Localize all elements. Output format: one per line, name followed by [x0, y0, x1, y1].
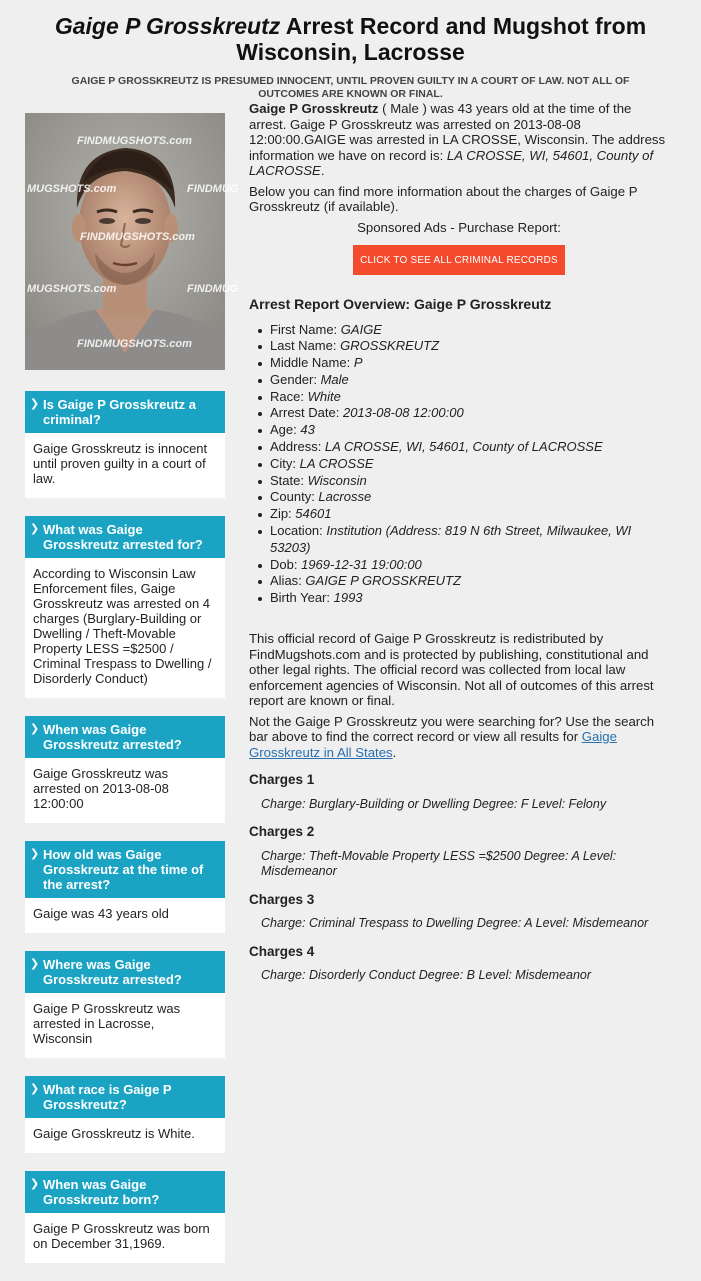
- intro-address: LA CROSSE, WI, 54601, County of LACROSSE: [249, 147, 654, 178]
- sidebar: [25, 113, 239, 1281]
- mugshot-watermark: FINDMUGSHOTS.com: [80, 231, 195, 243]
- charge-detail: Charge: Disorderly Conduct Degree: B Level: Misdemeanor: [261, 968, 592, 983]
- detail-age: [258, 422, 669, 439]
- detail-value: 1969-12-31 19:00:00: [301, 556, 422, 572]
- search-hint-text: Not the Gaige P Grosskreutz you were searching for? Use the search bar above to find the correct record or view all results for: [249, 713, 655, 745]
- chevron-down-icon: ❯: [30, 958, 40, 970]
- faq-question[interactable]: [25, 1076, 225, 1118]
- intro-paragraph: [249, 101, 669, 179]
- faq-list: [25, 391, 225, 1263]
- detail-value: Lacrosse: [318, 489, 372, 505]
- charge-heading: Charges 3: [249, 891, 315, 907]
- charge-detail: Charge: Burglary-Building or Dwelling Degree: F Level: Felony: [261, 796, 607, 811]
- detail-label: Location:: [270, 523, 327, 539]
- detail-birth-year: [258, 590, 669, 607]
- faq-question-text: What race is Gaige P Grosskreutz?: [43, 1082, 172, 1112]
- detail-last-name: [258, 338, 669, 355]
- detail-label: Address:: [270, 439, 325, 455]
- chevron-down-icon: ❯: [30, 523, 40, 535]
- mugshot-watermark: FINDMUGSHOTS.com: [77, 338, 192, 350]
- faq-answer: Gaige Grosskreutz is innocent until proven guilty in a court of law.: [25, 433, 225, 498]
- intro-name: Gaige P Grosskreutz: [249, 101, 379, 116]
- official-record-paragraph: This official record of Gaige P Grosskreutz is redistributed by FindMugshots.com and is protected by publishing, constitutional and other legal rights. The official record was collected from local law enforcement agencies of Wisconsin. Not all of outcomes of this arrest report are known or final.: [249, 631, 654, 709]
- detail-label: State:: [270, 472, 308, 488]
- faq-item: [25, 841, 225, 933]
- faq-question-text: When was Gaige Grosskreutz born?: [43, 1177, 160, 1207]
- faq-question-text: How old was Gaige Grosskreutz at the time of the arrest?: [43, 847, 204, 892]
- faq-answer: Gaige was 43 years old: [25, 898, 225, 933]
- search-hint-end: .: [392, 744, 397, 760]
- all-states-link[interactable]: Gaige Grosskreutz in All States: [249, 729, 617, 760]
- sponsored-label: Sponsored Ads - Purchase Report:: [357, 219, 561, 235]
- detail-value: 2013-08-08 12:00:00: [342, 405, 464, 421]
- detail-middle-name: [258, 355, 669, 372]
- detail-address: [258, 439, 669, 456]
- faq-item: [25, 951, 225, 1058]
- faq-item: [25, 716, 225, 823]
- detail-label: Gender:: [270, 371, 321, 387]
- detail-first-name: [258, 322, 669, 339]
- intro-paragraph-2: Below you can find more information about the charges of Gaige P Grosskreutz (if available).: [249, 183, 638, 214]
- faq-answer: Gaige P Grosskreutz was arrested in Lacrosse, Wisconsin: [25, 993, 225, 1058]
- mugshot-watermark: MUGSHOTS.com: [27, 283, 117, 295]
- faq-answer: Gaige Grosskreutz was arrested on 2013-08-08 12:00:00: [25, 758, 225, 823]
- overview-heading: Arrest Report Overview: Gaige P Grosskreutz: [249, 296, 552, 312]
- detail-label: Zip:: [270, 506, 296, 522]
- chevron-down-icon: ❯: [30, 1178, 40, 1190]
- detail-value: 1993: [333, 590, 363, 606]
- detail-label: Alias:: [270, 573, 306, 589]
- detail-value: Male: [320, 371, 349, 387]
- search-hint-paragraph: [249, 714, 669, 761]
- mugshot-watermark: FINDMUG: [187, 183, 239, 195]
- detail-gender: [258, 372, 669, 389]
- charge-heading: Charges 4: [249, 943, 315, 959]
- faq-question[interactable]: [25, 716, 225, 758]
- detail-county: [258, 489, 669, 506]
- chevron-down-icon: ❯: [30, 398, 40, 410]
- detail-arrest-date: [258, 405, 669, 422]
- detail-value: Wisconsin: [307, 472, 367, 488]
- detail-value: GAIGE: [340, 321, 382, 337]
- faq-question[interactable]: [25, 1171, 225, 1213]
- detail-label: Last Name:: [270, 338, 341, 354]
- chevron-down-icon: ❯: [30, 723, 40, 735]
- intro-text: ( Male ) was 43 years old at the time of the arrest. Gaige P Grosskreutz was arrested on 2013-08-08 12:00:00.GAIGE was arrested in LA CROSSE, Wisconsin. The address information we have on record is:: [249, 101, 666, 163]
- detail-dob: [258, 557, 669, 574]
- charge-detail: Charge: Theft-Movable Property LESS =$2500 Degree: A Level: Misdemeanor: [261, 848, 617, 879]
- faq-answer: Gaige Grosskreutz is White.: [25, 1118, 225, 1153]
- faq-question-text: Is Gaige P Grosskreutz a criminal?: [43, 397, 196, 427]
- mugshot-image: [25, 113, 239, 370]
- faq-answer: Gaige P Grosskreutz was born on December 31,1969.: [25, 1213, 225, 1263]
- detail-value: GAIGE P GROSSKREUTZ: [305, 573, 461, 589]
- faq-question-text: When was Gaige Grosskreutz arrested?: [43, 722, 182, 752]
- faq-answer: According to Wisconsin Law Enforcement files, Gaige Grosskreutz was arrested on 4 charges (Burglary-Building or Dwelling / Theft-Movable Property LESS =$2500 / Criminal Trespass to Dwelling / Disorderly Conduct): [25, 558, 225, 698]
- faq-question[interactable]: [25, 951, 225, 993]
- charge-heading: Charges 2: [249, 824, 315, 840]
- detail-value: LA CROSSE, WI, 54601, County of LACROSSE: [324, 439, 603, 455]
- detail-value: LA CROSSE: [299, 455, 374, 471]
- detail-label: Birth Year:: [270, 590, 334, 606]
- chevron-down-icon: ❯: [30, 1083, 40, 1095]
- intro-text-end: .: [320, 163, 325, 178]
- faq-item: [25, 516, 225, 698]
- detail-label: Age:: [270, 422, 301, 438]
- detail-value: Institution (Address: 819 N 6th Street, Milwaukee, WI 53203): [270, 523, 632, 555]
- innocence-disclaimer: GAIGE P GROSSKREUTZ IS PRESUMED INNOCENT, UNTIL PROVEN GUILTY IN A COURT OF LAW. NOT ALL OF OUTCOMES ARE KNOWN OR FINAL.: [71, 75, 630, 100]
- detail-label: City:: [270, 455, 300, 471]
- detail-value: White: [307, 388, 341, 404]
- detail-value: 43: [300, 422, 315, 438]
- charge-heading: Charges 1: [249, 772, 315, 788]
- detail-label: Dob:: [270, 556, 302, 572]
- faq-item: [25, 391, 225, 498]
- chevron-down-icon: ❯: [30, 848, 40, 860]
- detail-value: 54601: [295, 506, 332, 522]
- faq-item: [25, 1076, 225, 1153]
- detail-label: County:: [270, 489, 319, 505]
- mugshot-watermark: MUGSHOTS.com: [27, 183, 117, 195]
- faq-question[interactable]: [25, 516, 225, 558]
- detail-alias: [258, 573, 669, 590]
- detail-value: GROSSKREUTZ: [340, 338, 440, 354]
- page-title-rest: Arrest Record and Mugshot from Wisconsin, Lacrosse: [236, 13, 647, 65]
- detail-zip: [258, 506, 669, 523]
- detail-label: Race:: [270, 388, 308, 404]
- overview-list: [249, 322, 669, 608]
- mugshot-watermark: FINDMUG: [187, 283, 239, 295]
- charges-section: [249, 772, 669, 984]
- faq-question-text: Where was Gaige Grosskreutz arrested?: [43, 957, 182, 987]
- faq-question-text: What was Gaige Grosskreutz arrested for?: [43, 522, 203, 552]
- detail-value: P: [353, 355, 363, 371]
- main-content: [249, 101, 669, 984]
- charge-detail: Charge: Criminal Trespass to Dwelling Degree: A Level: Misdemeanor: [261, 916, 649, 931]
- detail-state: [258, 473, 669, 490]
- page-title: [0, 0, 701, 65]
- detail-label: Arrest Date:: [270, 405, 343, 421]
- faq-question[interactable]: [25, 841, 225, 898]
- see-criminal-records-button[interactable]: CLICK TO SEE ALL CRIMINAL RECORDS: [353, 245, 565, 275]
- detail-location: [258, 523, 669, 557]
- page-title-name: Gaige P Grosskreutz: [54, 13, 281, 39]
- faq-question[interactable]: [25, 391, 225, 433]
- detail-city: [258, 456, 669, 473]
- detail-race: [258, 389, 669, 406]
- detail-label: First Name:: [270, 321, 341, 337]
- faq-item: [25, 1171, 225, 1263]
- detail-label: Middle Name:: [270, 355, 354, 371]
- mugshot-watermark: FINDMUGSHOTS.com: [77, 135, 192, 147]
